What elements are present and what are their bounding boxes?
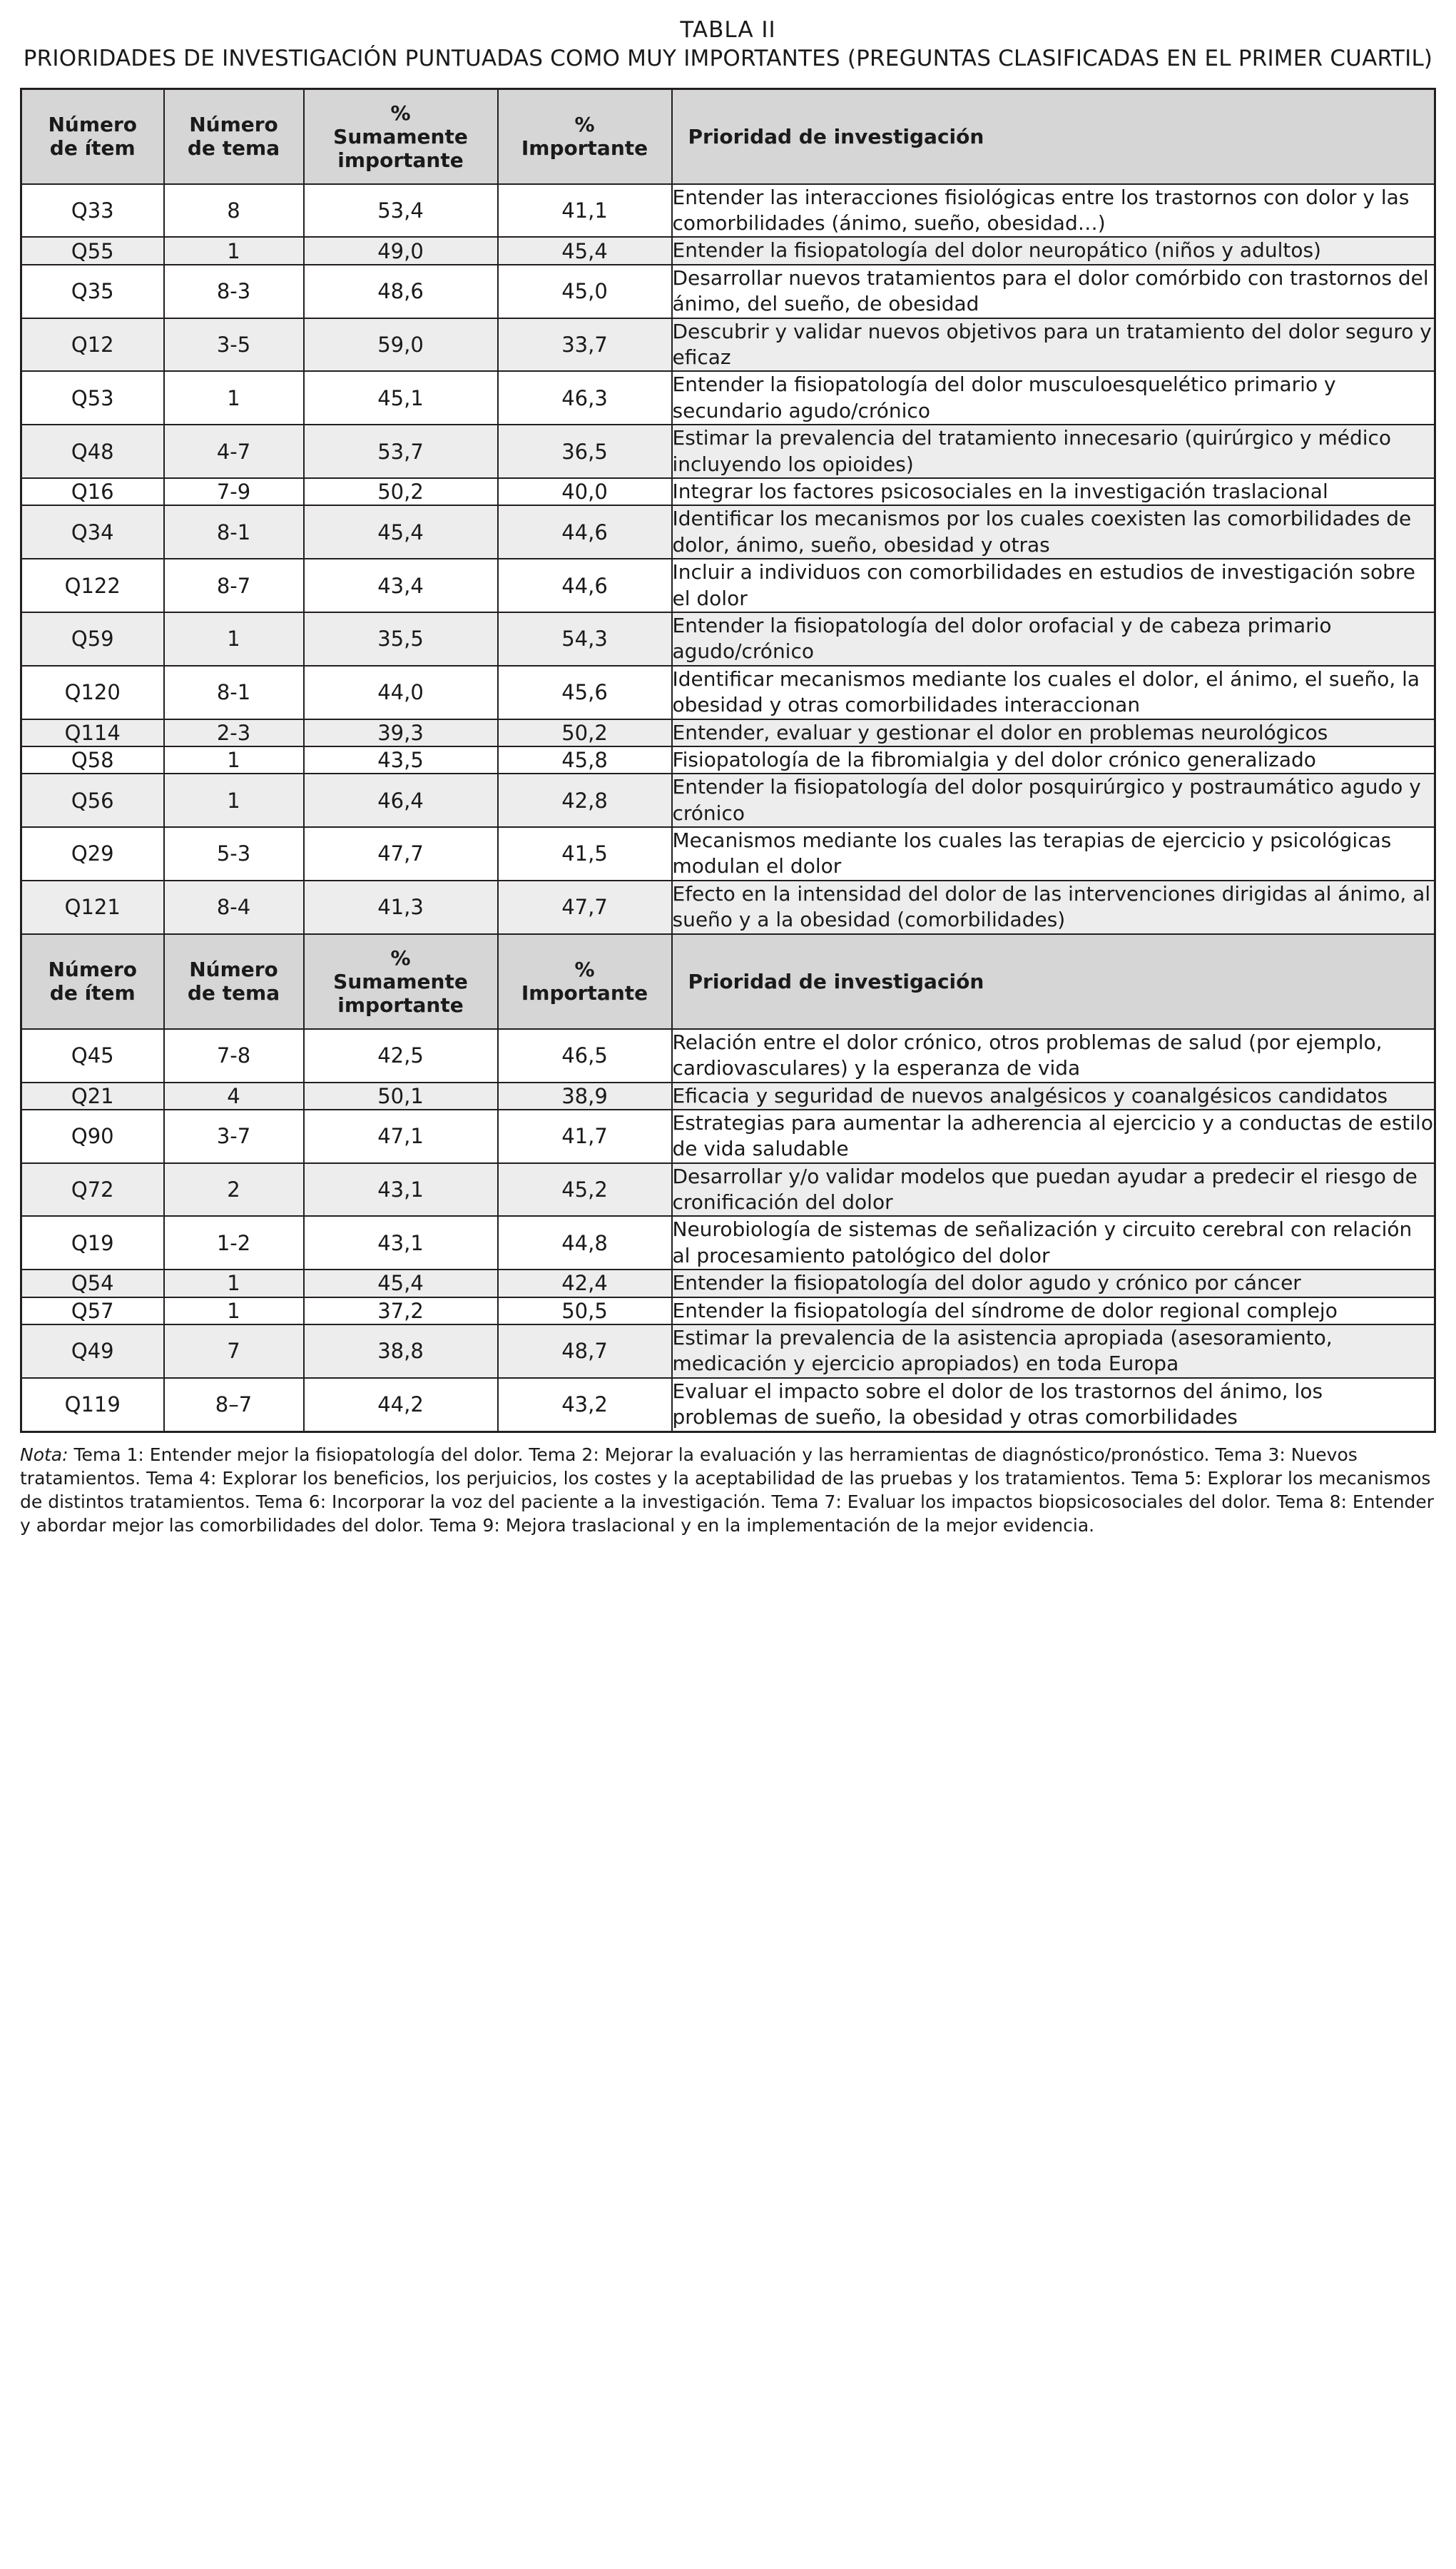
col-header-prioridad: Prioridad de investigación (672, 934, 1435, 1029)
cell-sumamente: 46,4 (304, 774, 498, 827)
table-row (21, 1216, 1435, 1270)
cell-sumamente: 53,4 (304, 184, 498, 238)
cell-importante: 54,3 (498, 612, 672, 666)
cell-importante: 45,6 (498, 666, 672, 719)
cell-item: Q59 (21, 612, 164, 666)
table-row (21, 881, 1435, 934)
table-row (21, 478, 1435, 505)
cell-tema: 8–7 (164, 1378, 304, 1432)
cell-prioridad: Incluir a individuos con comorbilidades en estudios de investigación sobre el dolor (672, 559, 1435, 612)
cell-sumamente: 35,5 (304, 612, 498, 666)
cell-item: Q19 (21, 1216, 164, 1270)
cell-importante: 42,8 (498, 774, 672, 827)
cell-importante: 47,7 (498, 881, 672, 934)
cell-prioridad: Estrategias para aumentar la adherencia al ejercicio y a conductas de estilo de vida saludable (672, 1110, 1435, 1163)
cell-prioridad: Entender la fisiopatología del síndrome de dolor regional complejo (672, 1297, 1435, 1324)
cell-prioridad: Entender la fisiopatología del dolor orofacial y de cabeza primario agudo/crónico (672, 612, 1435, 666)
cell-sumamente: 43,4 (304, 559, 498, 612)
cell-prioridad: Eficacia y seguridad de nuevos analgésicos y coanalgésicos candidatos (672, 1083, 1435, 1110)
cell-tema: 4-7 (164, 425, 304, 478)
cell-prioridad: Identificar mecanismos mediante los cuales el dolor, el ánimo, el sueño, la obesidad y otras comorbilidades interaccionan (672, 666, 1435, 719)
table-row (21, 719, 1435, 746)
cell-tema: 7-8 (164, 1029, 304, 1083)
cell-prioridad: Neurobiología de sistemas de señalización y circuito cerebral con relación al procesamiento patológico del dolor (672, 1216, 1435, 1270)
cell-tema: 1 (164, 612, 304, 666)
cell-tema: 1 (164, 774, 304, 827)
col-header-sumamente-importante: % Sumamente importante (304, 934, 498, 1029)
table-row (21, 1083, 1435, 1110)
cell-sumamente: 45,4 (304, 505, 498, 559)
cell-item: Q21 (21, 1083, 164, 1110)
cell-sumamente: 43,1 (304, 1163, 498, 1217)
table-caption (20, 16, 1436, 74)
cell-tema: 2 (164, 1163, 304, 1217)
col-header-item: Número de ítem (21, 88, 164, 184)
col-header-item: Número de ítem (21, 934, 164, 1029)
cell-tema: 3-7 (164, 1110, 304, 1163)
cell-prioridad: Entender la fisiopatología del dolor agudo y crónico por cáncer (672, 1270, 1435, 1297)
cell-item: Q45 (21, 1029, 164, 1083)
table-row (21, 237, 1435, 264)
table-body (21, 88, 1435, 1432)
cell-tema: 1 (164, 1270, 304, 1297)
cell-item: Q12 (21, 318, 164, 372)
cell-item: Q33 (21, 184, 164, 238)
cell-item: Q58 (21, 746, 164, 774)
col-header-prioridad: Prioridad de investigación (672, 88, 1435, 184)
cell-prioridad: Efecto en la intensidad del dolor de las intervenciones dirigidas al ánimo, al sueño y a la obesidad (comorbilidades) (672, 881, 1435, 934)
table-row (21, 371, 1435, 425)
cell-sumamente: 59,0 (304, 318, 498, 372)
cell-importante: 46,3 (498, 371, 672, 425)
cell-importante: 44,6 (498, 559, 672, 612)
cell-item: Q55 (21, 237, 164, 264)
cell-importante: 42,4 (498, 1270, 672, 1297)
cell-sumamente: 43,1 (304, 1216, 498, 1270)
cell-sumamente: 49,0 (304, 237, 498, 264)
cell-prioridad: Integrar los factores psicosociales en la investigación traslacional (672, 478, 1435, 505)
cell-prioridad: Fisiopatología de la fibromialgia y del dolor crónico generalizado (672, 746, 1435, 774)
cell-prioridad: Estimar la prevalencia del tratamiento innecesario (quirúrgico y médico incluyendo los opioides) (672, 425, 1435, 478)
cell-sumamente: 45,1 (304, 371, 498, 425)
cell-tema: 8-1 (164, 505, 304, 559)
cell-item: Q16 (21, 478, 164, 505)
cell-item: Q57 (21, 1297, 164, 1324)
cell-importante: 45,2 (498, 1163, 672, 1217)
cell-prioridad: Desarrollar y/o validar modelos que puedan ayudar a predecir el riesgo de cronificación del dolor (672, 1163, 1435, 1217)
cell-importante: 44,8 (498, 1216, 672, 1270)
cell-prioridad: Relación entre el dolor crónico, otros problemas de salud (por ejemplo, cardiovasculares) y la esperanza de vida (672, 1029, 1435, 1083)
cell-item: Q90 (21, 1110, 164, 1163)
cell-tema: 1-2 (164, 1216, 304, 1270)
cell-tema: 1 (164, 371, 304, 425)
table-row (21, 265, 1435, 318)
cell-item: Q114 (21, 719, 164, 746)
cell-tema: 2-3 (164, 719, 304, 746)
table-row (21, 746, 1435, 774)
cell-prioridad: Entender la fisiopatología del dolor neuropático (niños y adultos) (672, 237, 1435, 264)
cell-item: Q119 (21, 1378, 164, 1432)
cell-sumamente: 48,6 (304, 265, 498, 318)
cell-importante: 45,0 (498, 265, 672, 318)
cell-prioridad: Entender, evaluar y gestionar el dolor en problemas neurológicos (672, 719, 1435, 746)
cell-tema: 1 (164, 237, 304, 264)
cell-sumamente: 42,5 (304, 1029, 498, 1083)
table-row (21, 318, 1435, 372)
cell-importante: 45,8 (498, 746, 672, 774)
cell-tema: 8-1 (164, 666, 304, 719)
cell-sumamente: 38,8 (304, 1324, 498, 1378)
cell-importante: 45,4 (498, 237, 672, 264)
cell-importante: 50,5 (498, 1297, 672, 1324)
col-header-importante: % Importante (498, 88, 672, 184)
cell-sumamente: 50,1 (304, 1083, 498, 1110)
cell-prioridad: Descubrir y validar nuevos objetivos para un tratamiento del dolor seguro y eficaz (672, 318, 1435, 372)
cell-sumamente: 37,2 (304, 1297, 498, 1324)
cell-tema: 8-4 (164, 881, 304, 934)
cell-importante: 44,6 (498, 505, 672, 559)
cell-tema: 1 (164, 1297, 304, 1324)
cell-prioridad: Evaluar el impacto sobre el dolor de los trastornos del ánimo, los problemas de sueño, la obesidad y otras comorbilidades (672, 1378, 1435, 1432)
cell-sumamente: 45,4 (304, 1270, 498, 1297)
table-title: PRIORIDADES DE INVESTIGACIÓN PUNTUADAS COMO MUY IMPORTANTES (PREGUNTAS CLASIFICADAS EN EL PRIMER CUARTIL) (23, 46, 1433, 72)
table-header-row (21, 88, 1435, 184)
cell-importante: 43,2 (498, 1378, 672, 1432)
cell-item: Q35 (21, 265, 164, 318)
cell-sumamente: 47,7 (304, 827, 498, 881)
table-row (21, 559, 1435, 612)
cell-importante: 40,0 (498, 478, 672, 505)
cell-prioridad: Estimar la prevalencia de la asistencia apropiada (asesoramiento, medicación y ejercicio apropiados) en toda Europa (672, 1324, 1435, 1378)
table-row (21, 1297, 1435, 1324)
table-row (21, 666, 1435, 719)
table-row (21, 1029, 1435, 1083)
cell-importante: 48,7 (498, 1324, 672, 1378)
cell-sumamente: 47,1 (304, 1110, 498, 1163)
table-row (21, 184, 1435, 238)
cell-prioridad: Mecanismos mediante los cuales las terapias de ejercicio y psicológicas modulan el dolor (672, 827, 1435, 881)
cell-item: Q72 (21, 1163, 164, 1217)
cell-prioridad: Identificar los mecanismos por los cuales coexisten las comorbilidades de dolor, ánimo, sueño, obesidad y otras (672, 505, 1435, 559)
cell-tema: 5-3 (164, 827, 304, 881)
table-header-row (21, 934, 1435, 1029)
cell-importante: 46,5 (498, 1029, 672, 1083)
note-text: Tema 1: Entender mejor la fisiopatología del dolor. Tema 2: Mejorar la evaluación y las herramientas de diagnóstico/pronóstico. Tema 3: Nuevos tratamientos. Tema 4: Explorar los beneficios, los perjuicios, los costes y la aceptabilidad de las pruebas y los tratamientos. Tema 5: Explorar los mecanismos de distintos tratamientos. Tema 6: Incorporar la voz del paciente a la investigación. Tema 7: Evaluar los impactos biopsicosociales del dolor. Tema 8: Entender y abordar mejor las comorbilidades del dolor. Tema 9: Mejora traslacional y en la implementación de la mejor evidencia. (20, 1444, 1435, 1536)
table-row (21, 1270, 1435, 1297)
col-header-tema: Número de tema (164, 934, 304, 1029)
cell-prioridad: Entender la fisiopatología del dolor posquirúrgico y postraumático agudo y crónico (672, 774, 1435, 827)
cell-sumamente: 41,3 (304, 881, 498, 934)
table-row (21, 1163, 1435, 1217)
cell-importante: 41,7 (498, 1110, 672, 1163)
cell-importante: 50,2 (498, 719, 672, 746)
table-row (21, 505, 1435, 559)
table-number: TABLA II (680, 17, 776, 43)
cell-tema: 7 (164, 1324, 304, 1378)
cell-importante: 36,5 (498, 425, 672, 478)
note-label: Nota: (20, 1444, 68, 1465)
cell-item: Q122 (21, 559, 164, 612)
table-row (21, 1324, 1435, 1378)
cell-prioridad: Entender la fisiopatología del dolor musculoesquelético primario y secundario agudo/crónico (672, 371, 1435, 425)
table-row (21, 1110, 1435, 1163)
cell-sumamente: 50,2 (304, 478, 498, 505)
cell-tema: 1 (164, 746, 304, 774)
cell-tema: 8 (164, 184, 304, 238)
cell-tema: 8-7 (164, 559, 304, 612)
cell-item: Q56 (21, 774, 164, 827)
cell-tema: 8-3 (164, 265, 304, 318)
table-row (21, 774, 1435, 827)
cell-importante: 38,9 (498, 1083, 672, 1110)
priorities-table (20, 88, 1436, 1433)
table-row (21, 1378, 1435, 1432)
cell-sumamente: 39,3 (304, 719, 498, 746)
cell-prioridad: Desarrollar nuevos tratamientos para el dolor comórbido con trastornos del ánimo, del sueño, de obesidad (672, 265, 1435, 318)
table-row (21, 425, 1435, 478)
col-header-sumamente-importante: % Sumamente importante (304, 88, 498, 184)
cell-item: Q49 (21, 1324, 164, 1378)
cell-sumamente: 44,0 (304, 666, 498, 719)
cell-sumamente: 53,7 (304, 425, 498, 478)
table-row (21, 612, 1435, 666)
cell-tema: 7-9 (164, 478, 304, 505)
col-header-importante: % Importante (498, 934, 672, 1029)
col-header-tema: Número de tema (164, 88, 304, 184)
cell-item: Q29 (21, 827, 164, 881)
cell-importante: 41,5 (498, 827, 672, 881)
cell-item: Q54 (21, 1270, 164, 1297)
cell-importante: 33,7 (498, 318, 672, 372)
cell-item: Q48 (21, 425, 164, 478)
cell-sumamente: 43,5 (304, 746, 498, 774)
cell-prioridad: Entender las interacciones fisiológicas entre los trastornos con dolor y las comorbilidades (ánimo, sueño, obesidad…) (672, 184, 1435, 238)
cell-item: Q53 (21, 371, 164, 425)
table-note (20, 1443, 1436, 1537)
cell-importante: 41,1 (498, 184, 672, 238)
cell-item: Q120 (21, 666, 164, 719)
cell-tema: 4 (164, 1083, 304, 1110)
table-row (21, 827, 1435, 881)
cell-item: Q121 (21, 881, 164, 934)
cell-tema: 3-5 (164, 318, 304, 372)
cell-item: Q34 (21, 505, 164, 559)
cell-sumamente: 44,2 (304, 1378, 498, 1432)
